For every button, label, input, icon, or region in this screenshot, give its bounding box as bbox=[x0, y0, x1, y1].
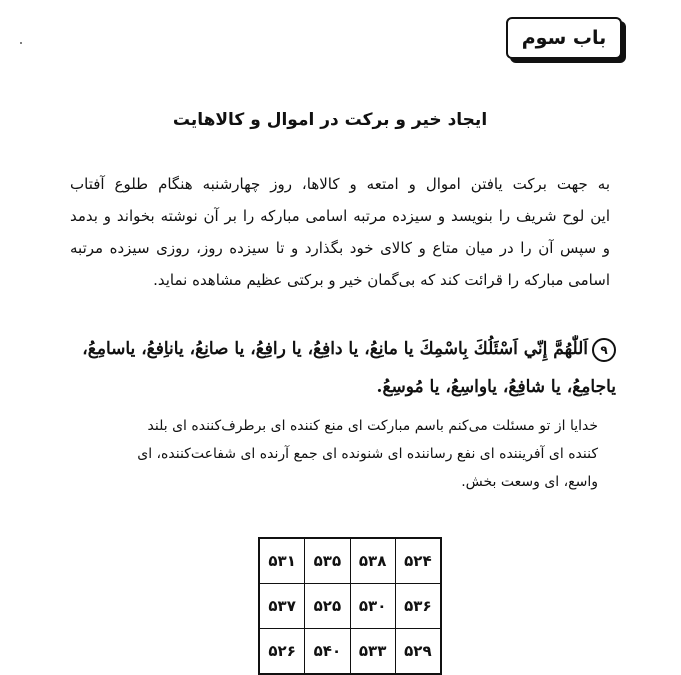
table-row bbox=[259, 538, 441, 584]
magic-square-table bbox=[258, 537, 442, 675]
arabic-prayer bbox=[58, 330, 616, 406]
table-cell: ۵۳۷ bbox=[259, 584, 305, 629]
chapter-label: باب سوم bbox=[521, 27, 607, 49]
table-row bbox=[259, 629, 441, 675]
instruction-paragraph bbox=[70, 168, 610, 296]
table-cell: ۵۲۶ bbox=[259, 629, 305, 675]
table-cell: ۵۳۶ bbox=[395, 584, 441, 629]
prayer-line: ياجامِعُ، يا شافِعُ، ياواسِعُ، يا مُوسِعُ. bbox=[376, 377, 616, 397]
table-cell: ۵۳۵ bbox=[305, 538, 350, 584]
prayer-number-badge: ۹ bbox=[592, 338, 616, 362]
chapter-label-box bbox=[506, 17, 622, 59]
table-cell: ۵۲۴ bbox=[395, 538, 441, 584]
paragraph-line: این لوح شریف را بنویسد و سیزده مرتبه اسامی مبارکه را بر آن نوشته بخواند و بدمد bbox=[70, 207, 610, 225]
table-cell: ۵۳۳ bbox=[350, 629, 395, 675]
prayer-line bbox=[58, 330, 616, 368]
translation-line: کننده ای آفریننده ای نفع رساننده ای شنونده ای جمع آرنده ای شفاعت‌کننده، ای bbox=[137, 446, 598, 462]
paragraph-line: و سپس آن را در میان متاع و کالای خود بگذارد و تا سیزده روز، روزی سیزده مرتبه bbox=[70, 239, 610, 257]
table-cell: ۵۲۹ bbox=[395, 629, 441, 675]
page-speck bbox=[20, 42, 22, 44]
translation-line: خدایا از تو مسئلت می‌کنم باسم مبارکت ای منع کننده ای برطرف‌کننده ای بلند bbox=[147, 418, 598, 434]
prayer-text: اَللّٰهُمَّ إِنّي اَسْئَلُكَ بِاسْمِكَ يا مانِعُ، يا دافِعُ، يا رافِعُ، يا صانِعُ، ياناِفعُ، ياسامِعُ، bbox=[82, 339, 588, 359]
section-title: ایجاد خیر و برکت در اموال و کالاهایت bbox=[172, 110, 488, 130]
table-cell: ۵۲۵ bbox=[305, 584, 350, 629]
table-cell: ۵۳۰ bbox=[350, 584, 395, 629]
table-cell: ۵۳۱ bbox=[259, 538, 305, 584]
paragraph-line: به جهت برکت یافتن اموال و امتعه و کالاها، روز چهارشنبه هنگام طلوع آفتاب bbox=[70, 175, 610, 193]
table-row bbox=[259, 584, 441, 629]
paragraph-line: اسامی مبارکه را قرائت کند که بی‌گمان خیر و برکتی عظیم مشاهده نماید. bbox=[153, 271, 610, 289]
table-cell: ۵۴۰ bbox=[305, 629, 350, 675]
table-cell: ۵۳۸ bbox=[350, 538, 395, 584]
translation-line: واسع، ای وسعت بخش. bbox=[461, 474, 598, 490]
persian-translation bbox=[70, 412, 598, 496]
